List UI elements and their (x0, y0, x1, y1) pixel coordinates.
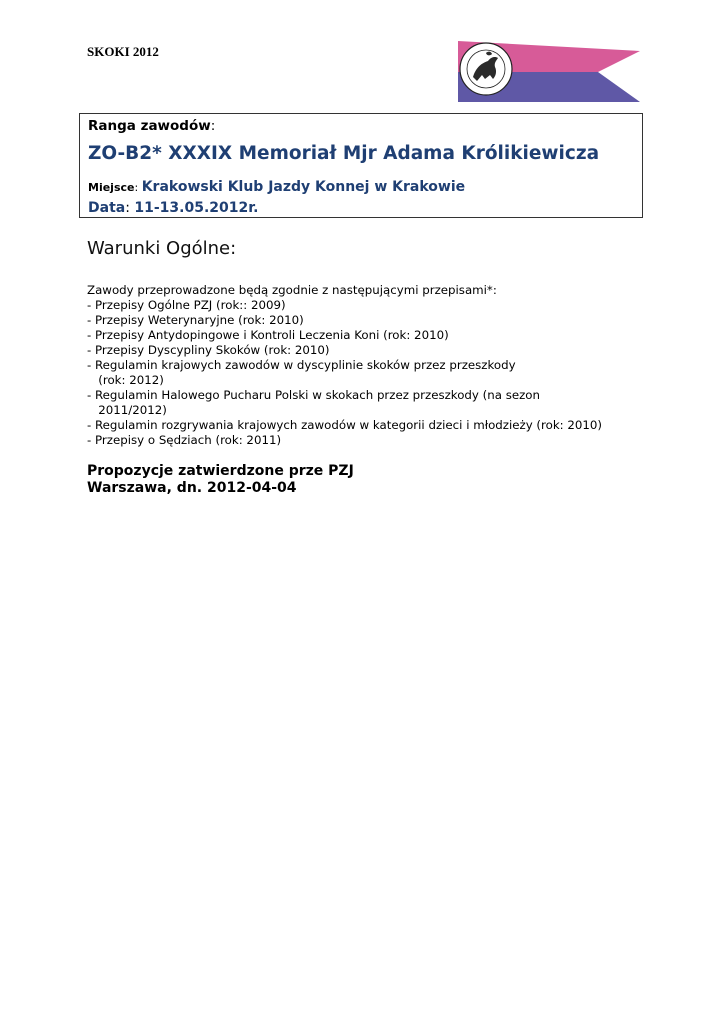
event-title: ZO-B2* XXXIX Memoriał Mjr Adama Królikiewicza (88, 143, 600, 164)
date-line (88, 200, 258, 216)
list-item: - Przepisy Dyscypliny Skoków (rok: 2010) (87, 343, 330, 357)
list-item: - Regulamin rozgrywania krajowych zawodów w kategorii dzieci i młodzieży (rok: 2010) (87, 418, 603, 432)
approval-date-line: Warszawa, dn. 2012-04-04 (87, 480, 297, 496)
event-info-box (79, 113, 643, 218)
place-label: Miejsce (88, 181, 135, 194)
date-label: Data (88, 200, 126, 216)
list-item: - Regulamin krajowych zawodów w dyscyplinie skoków przez przeszkody (87, 358, 516, 372)
regulations-list (87, 298, 602, 448)
approval-block (87, 463, 354, 497)
place-value: Krakowski Klub Jazdy Konnej w Krakowie (141, 179, 466, 195)
list-item: - Przepisy o Sędziach (rok: 2011) (87, 433, 282, 447)
general-conditions-heading: Warunki Ogólne: (87, 238, 237, 259)
date-separator: : (125, 200, 135, 216)
list-item: - Przepisy Ogólne PZJ (rok:: 2009) (87, 298, 286, 312)
club-pennant-logo (458, 41, 640, 103)
rank-line (88, 118, 215, 134)
place-separator: : (134, 181, 142, 194)
list-item: (rok: 2012) (87, 373, 164, 387)
place-line (88, 176, 465, 195)
regulations-intro: Zawody przeprowadzone będą zgodnie z następującymi przepisami*: (87, 283, 497, 297)
list-item: - Regulamin Halowego Pucharu Polski w skokach przez przeszkody (na sezon (87, 388, 540, 402)
document-header-label: SKOKI 2012 (87, 44, 159, 59)
list-item: - Przepisy Weterynaryjne (rok: 2010) (87, 313, 304, 327)
list-item: 2011/2012) (87, 403, 167, 417)
approval-line: Propozycje zatwierdzone prze PZJ (87, 463, 354, 479)
rank-separator: : (210, 118, 216, 134)
rank-label: Ranga zawodów (88, 118, 211, 134)
date-value: 11-13.05.2012r. (134, 200, 259, 216)
list-item: - Przepisy Antydopingowe i Kontroli Leczenia Koni (rok: 2010) (87, 328, 449, 342)
